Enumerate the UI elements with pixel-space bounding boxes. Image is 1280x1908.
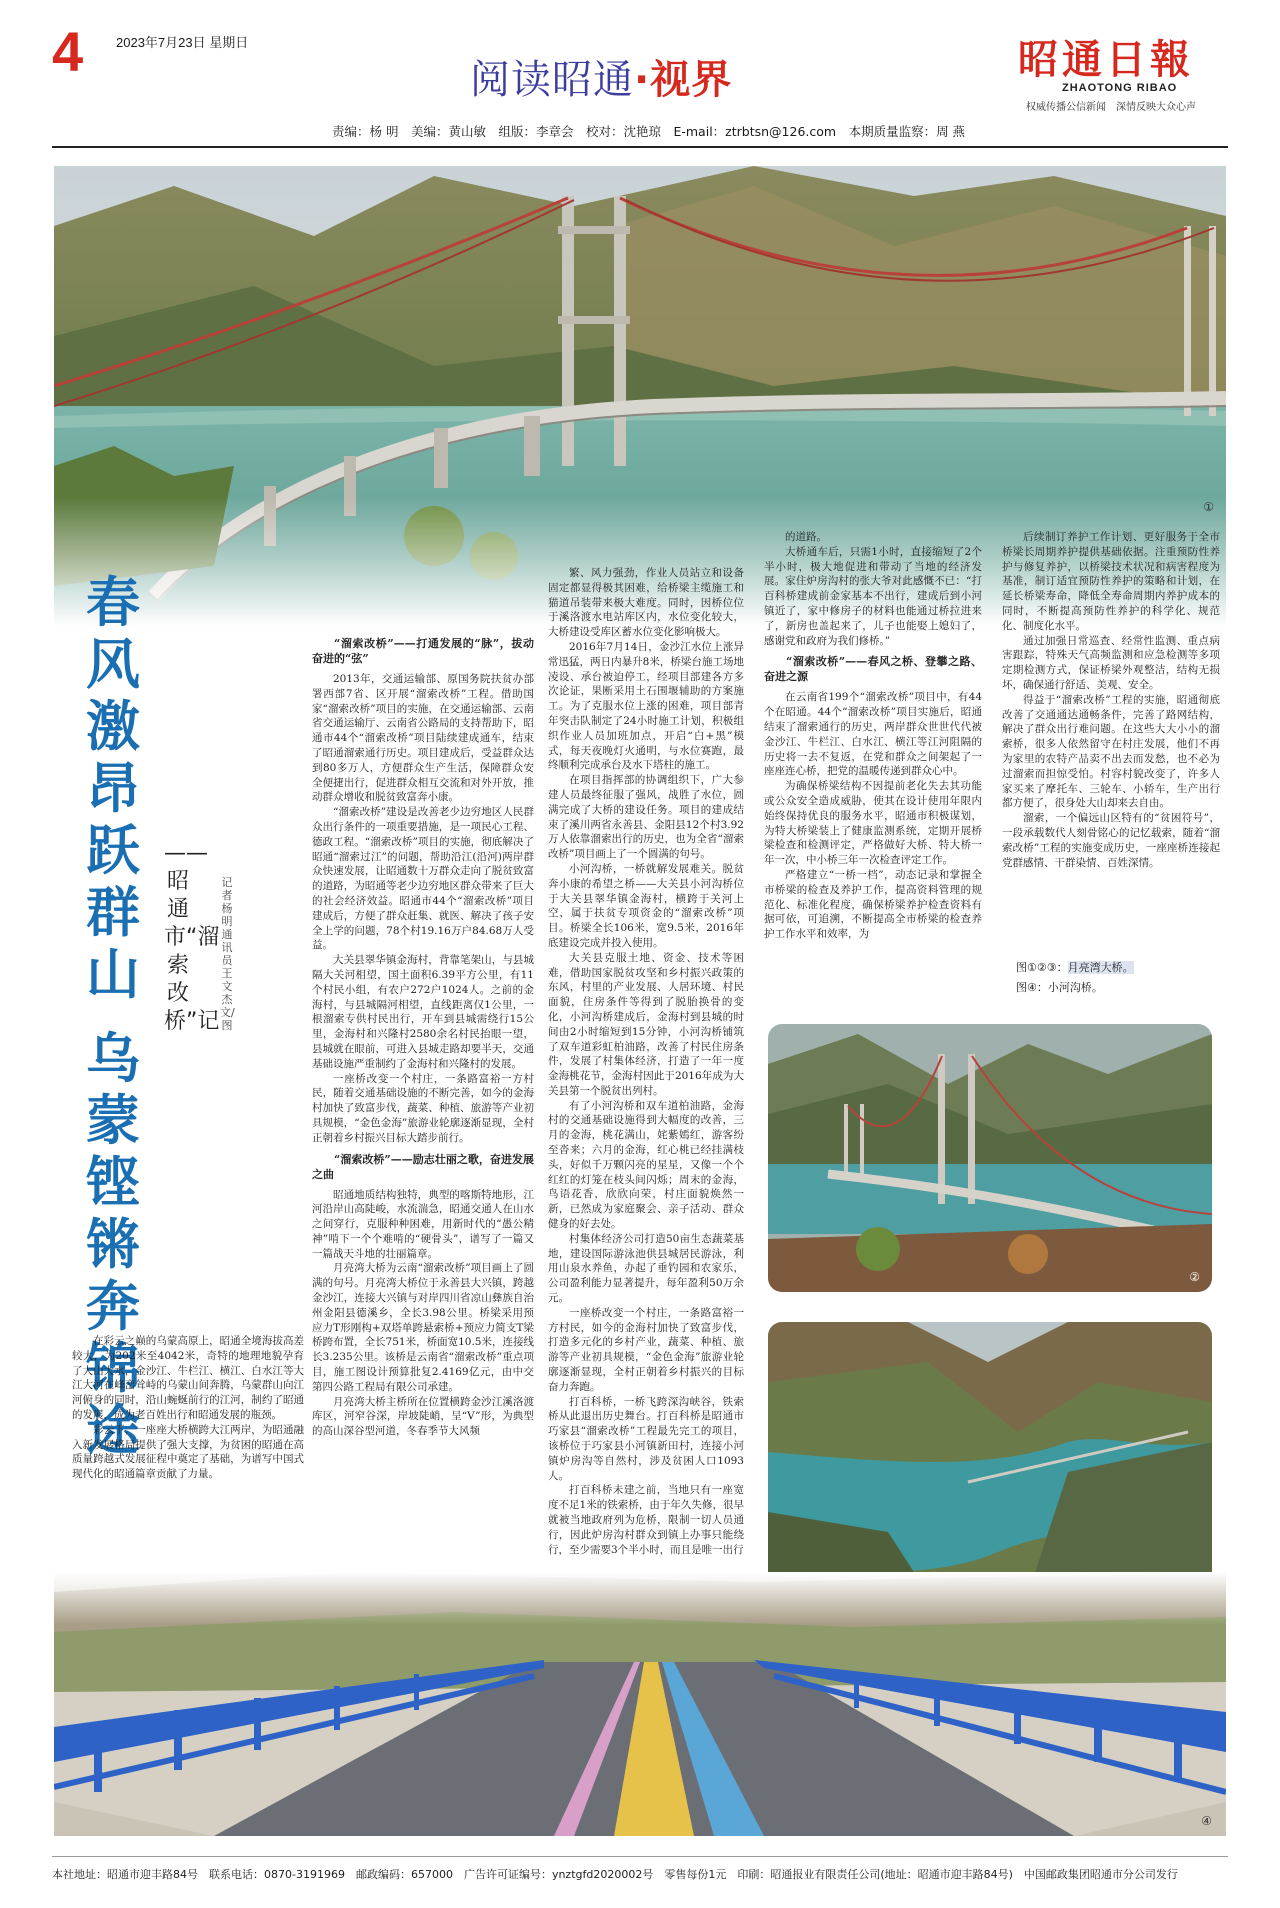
paragraph: 有了小河沟桥和双车道柏油路，金海村的交通基础设施得到大幅度的改善，三月的金海，桃花满山，姹紫嫣红，游客纷至沓来；六月的金海，红心桃已经挂满枝头，好似千万颗闪亮的星星，又像一个个红红的灯笼在枝头间闪烁；周末的金海，鸟语花香，欣欣向荣，村庄面貌焕然一新，已然成为家庭聚会、亲子活动、群众健身的好去处。 bbox=[548, 1099, 744, 1231]
issue-date: 2023年7月23日 星期日 bbox=[116, 35, 249, 50]
article-column-1 bbox=[72, 1334, 304, 1544]
section-heading: “溜索改桥”——打通发展的“脉”，拔动奋进的“弦” bbox=[312, 637, 534, 665]
paragraph: 通过加强日常巡查、经常性监测、重点病害跟踪，特殊天气高频监测和应急检测等多项定期检测方式，保证桥梁外观整洁，结构无损坏，确保通行舒适、美观、安全。 bbox=[1002, 634, 1220, 691]
section-title bbox=[470, 48, 732, 105]
figure-caption-1 bbox=[1016, 958, 1134, 978]
headline bbox=[80, 572, 146, 1462]
paragraph: 一座桥改变一个村庄，一条路富裕一方村民，随着交通基础设施的不断完善，如今的金海村加快了致富步伐，蔬菜、种植、旅游等产业初具规模，“金色金海”旅游业轮廓逐渐显现，全村正朝着乡村振兴目标大踏步前行。 bbox=[312, 1072, 534, 1144]
paragraph: 一座桥改变一个村庄，一条路富裕一方村民，如今的金海村加快了致富步伐，打造多元化的乡村产业，蔬菜、种植、旅游等产业初具规模，“金色金海”旅游业轮廓逐渐显现，全村正朝着乡村振兴的目标奋力奔跑。 bbox=[548, 1306, 744, 1393]
paragraph: 在彩云之巅的乌蒙高原上，昭通全境海拔高差较大，为202米至4042米，奇特的地理地貌孕育了大山大水，金沙江、牛栏江、横江、白水江等大江大河在峰峦耸峙的乌蒙山间奔腾，乌蒙群山向江河俯身的同时，沿山蜿蜒前行的江河，制约了昭通的发展，成为老百姓出行和昭通发展的瓶颈。 bbox=[72, 1335, 304, 1421]
paragraph: 村集体经济公司打造50亩生态蔬菜基地，建设国际游泳池供县城居民游泳，利用山泉水养鱼，办起了垂钓园和农家乐，公司盈利能力显著提升，每年盈利50万余元。 bbox=[548, 1232, 744, 1305]
paragraph: 昭通地质结构独特，典型的喀斯特地形，江河沿岸山高陡峻，水流湍急，昭通交通人在山水之间穿行，克服种种困难，用新时代的“愚公精神”啃下一个个难啃的“硬骨头”，谱写了一篇又一篇战天斗地的壮丽篇章。 bbox=[312, 1188, 534, 1260]
section-title-dot: · bbox=[634, 57, 651, 103]
header-divider bbox=[52, 146, 1228, 148]
figure-caption-2: 图④：小河沟桥。 bbox=[1016, 981, 1103, 994]
footer-info: 本社地址：昭通市迎丰路84号 联系电话：0870-3191969 邮政编码：657000 广告许可证编号：ynztgfd2020002号 零售每份1元 印刷：昭通报业有限责任公司(地址：昭通市迎丰路84号) 中国邮政集团昭通市分公司发行 bbox=[52, 1868, 1178, 1881]
paragraph: “溜索改桥”建设是改善老少边穷地区人民群众出行条件的一项重要措施，是一项民心工程、德政工程。“溜索改桥”项目的实施，彻底解决了昭通“溜索过江”的问题，帮助沿江(沿河)两岸群众快速发展，让昭通数十万群众走向了脱贫致富的道路，为昭通等老少边穷地区群众带来了巨大的社会经济效益。昭通市44个“溜索改桥”项目建成后，方便了群众赶集、就医、解决了孩子安全上学的问题，78个村19.16万户84.68万人受益。 bbox=[312, 806, 534, 952]
paragraph: 溜索，一个偏远山区特有的“贫困符号”，一段承载数代人刻骨铭心的记忆载索，随着“溜索改桥”工程的实施变成历史，一座座桥连接起党群感情、干群染情、百姓深情。 bbox=[1002, 812, 1220, 869]
page-number: 4 bbox=[52, 20, 84, 83]
photo-4-road-bridge bbox=[54, 1572, 1226, 1836]
photo-2-label: ② bbox=[1189, 1270, 1200, 1284]
article-column-4 bbox=[764, 530, 982, 1006]
editor-credits: 责编：杨 明 美编：黄山敏 组版：李章会 校对：沈艳琼 E-mail：ztrbtsn@126.com 本期质量监察：周 燕 bbox=[332, 124, 966, 139]
paragraph: 大桥通车后，只需1小时，直接缩短了2个半小时，极大地促进和带动了当地的经济发展。家住炉房沟村的张大爷对此感慨不已：“打百科桥建成前金家基本不出行，建成后到小河镇近了，家中修房子的材料也能通过桥拉进来了，新房也盖起来了，儿子也能娶上媳妇了，感谢党和政府为我们修桥。” bbox=[764, 545, 982, 647]
section-heading: “溜索改桥”——春风之桥、登攀之路、奋进之源 bbox=[764, 655, 982, 684]
photo-2-bridge-side bbox=[768, 1024, 1212, 1292]
photo-3-canyon bbox=[768, 1322, 1212, 1594]
article-column-3 bbox=[548, 566, 744, 1588]
footer-divider bbox=[52, 1856, 1228, 1857]
newspaper-slogan: 权威传播公信新闻 深情反映大众心声 bbox=[1026, 102, 1196, 113]
article-column-2 bbox=[312, 630, 534, 1570]
paragraph: 大关县克服土地、资金、技术等困难，借助国家脱贫攻坚和乡村振兴政策的东风，村里的产业发展、人居环境、村民面貌，住房条件等得到了脱胎换骨的变化，小河沟桥建成后，金海村到县城的时间由2小时缩短到15分钟，小河沟桥铺筑了双车道彩虹柏油路，改善了村民住房条件，发展了村集体经济，打造了一年一度金海桃花节，金海村因此于2016年成为大关县第一个脱贫出列村。 bbox=[548, 951, 744, 1097]
paragraph: 月亮湾大桥为云南“溜索改桥”项目画上了圆满的句号。月亮湾大桥位于永善县大兴镇，跨越金沙江，连接大兴镇与对岸四川省凉山彝族自治州金阳县德溪乡，全长3.98公里。桥梁采用预应力T形刚构+双塔单跨悬索桥+预应力简支T梁桥跨布置，全长751米，桥面宽10.5米，连接线长3.235公里。该桥是云南省“溜索改桥”重点项目，施工图设计预算批复2.4169亿元，由中交第四公路工程局有限公司承建。 bbox=[312, 1262, 534, 1393]
headline-line-2: 乌蒙铿锵奔锦途 bbox=[86, 1027, 140, 1462]
section-title-part1: 阅读昭通 bbox=[470, 57, 634, 103]
figure-captions bbox=[1016, 958, 1134, 998]
newspaper-logo: 昭通日報 bbox=[1018, 36, 1194, 83]
subtitle: ——昭通市“溜索改桥”记 bbox=[164, 841, 220, 1034]
paragraph: 打百科桥，一桥飞跨深沟峡谷，铁索桥从此退出历史舞台。打百科桥是昭通市巧家县“溜索改桥”工程最先完工的项目，该桥位于巧家县小河镇新田村，连接小河镇炉房沟等自然村，涉及贫困人口1093人。 bbox=[548, 1395, 744, 1482]
photo-4-label: ④ bbox=[1201, 1814, 1212, 1828]
paragraph: 月亮湾大桥主桥所在位置横跨金沙江溪洛渡库区，河窄谷深，岸坡陡峭，呈“V”形，为典型的高山深谷型河道，冬春季节大风频 bbox=[312, 1395, 534, 1438]
paragraph: 在云南省199个“溜索改桥”项目中，有44个在昭通。44个“溜索改桥”项目实施后，昭通结束了溜索通行的历史，两岸群众世世代代被金沙江、牛栏江、白水江、横江等江河阻隔的历史将一去不复返，在党和群众之间架起了一座座连心桥，把党的温暖传递到群众心中。 bbox=[764, 691, 982, 778]
article-column-5 bbox=[1002, 530, 1220, 934]
paragraph: 在项目指挥部的协调组织下，广大参建人员最终征服了强风，战胜了水位，圆满完成了大桥的建设任务。项目的建成结束了溪川两省永善县、金阳县12个村3.92万人依靠溜索出行的历史，也为全省“溜索改桥”项目画上了一个圆满的句号。 bbox=[548, 774, 744, 861]
photo-1-label: ① bbox=[1203, 500, 1214, 514]
paragraph: 的道路。 bbox=[785, 531, 827, 543]
paragraph: 小河沟桥，一桥就解发展难关。脱贫奔小康的希望之桥——大关县小河沟桥位于大关县翠华镇金海村，横跨于关河上空，属于扶贫专项资金的“溜索改桥”项目。桥梁全长106米，宽9.5米，2016年底建设完成并投入使用。 bbox=[548, 862, 744, 949]
paragraph: 彩云下，一座座大桥横跨大江两岸，为昭通融入新发展格局提供了强大支撑，为贫困的昭通在高质量跨越式发展征程中奠定了基础，为谱写中国式现代化的昭通篇章贡献了力量。 bbox=[72, 1423, 304, 1481]
headline-line-1: 春风激昂跃群山 bbox=[86, 571, 140, 1006]
paragraph: 大关县翠华镇金海村，背靠笔架山，与县城隔大关河相望，国土面积6.39平方公里，有11个村民小组，有农户272户1024人。之前的金海村，与县城隔河相望，直线距离仅1公里，一根溜索专供村民出行，开车到县城需绕行15公里，金海村和兴隆村2580余名村民抬眼一望，县城就在眼前，可进入县城走路却要半天，交通基础设施严重制约了金海村和兴隆村的发展。 bbox=[312, 954, 534, 1070]
newspaper-logo-pinyin: ZHAOTONG RIBAO bbox=[1062, 82, 1178, 94]
paragraph: 打百科桥未建之前，当地只有一座宽度不足1米的铁索桥，由于年久失修，很早就被当地政府列为危桥，限制一切人员通行，因此炉房沟村群众到镇上办事只能绕行，至少需要3个半小时，而且是唯一出行 bbox=[548, 1484, 744, 1556]
byline: 记者 杨 明 通讯员 王文杰 文/图 bbox=[220, 876, 235, 1032]
paragraph: 后续制订养护工作计划、更好服务于全市桥梁长周期养护提供基础依据。注重预防性养护与修复养护，以桥梁技术状况和病害程度为基准，制订适宜预防性养护的策略和计划，在延长桥梁寿命，降低全寿命周期内养护成本的同时，不断提高预防性养护的科学化、规范化、制度化水平。 bbox=[1002, 531, 1220, 632]
paragraph: 严格建立“一桥一档”，动态记录和掌握全市桥梁的检查及养护工作，提高资料管理的规范化、标准化程度，确保桥梁养护检查资料有据可依，可追溯，不断提高全市桥梁的检查养护工作水平和效率，为 bbox=[764, 868, 982, 941]
figure-caption-1-name: 月亮湾大桥。 bbox=[1067, 961, 1134, 974]
section-title-part2: 视界 bbox=[650, 57, 733, 103]
figure-caption-1-prefix: 图①②③： bbox=[1016, 961, 1068, 974]
paragraph: 2016年7月14日，金沙江水位上涨异常迅猛，两日内暴升8米，桥梁台施工场地凌设、承台被迫停工，经项目部建各方多次论证，果断采用土石围堰辅助的方案施工。为了克服水位上涨的困难，项目部青年突击队制定了24小时施工计划，积极组织作业人员加班加点，开启“白+黑”模式，每天夜晚灯火通明，与水位赛跑，最终顺利完成承台及水下塔柱的施工。 bbox=[548, 640, 744, 772]
paragraph: 繁、风力强劲，作业人员站立和设备固定都显得极其困难，给桥梁主缆施工和猫道吊装带来极大难度。同时，因桥位位于溪洛渡水电站库区内，水位变化较大，大桥建设受库区蓄水位变化影响极大。 bbox=[548, 567, 744, 639]
section-heading: “溜索改桥”——励志壮丽之歌，奋进发展之曲 bbox=[312, 1152, 534, 1181]
paragraph: 得益于“溜索改桥”工程的实施，昭通彻底改善了交通通达通畅条件，完善了路网结构，解决了群众出行难问题。在这些大大小小的溜索桥，很多人依然留守在村庄发展，他们不再为家里的农特产品卖不出去而发愁，也不必为过溜索而担惊受怕。村容村貌改变了，许多人家买来了摩托车、三轮车、小轿车，生产出行都方便了，很身处大山却来去自由。 bbox=[1002, 693, 1220, 810]
paragraph: 为确保桥梁结构不因提前老化失去其功能或公众安全造成威胁，使其在设计使用年限内始终保持优良的服务水平，昭通市积极谋划，为特大桥梁装上了健康监测系统，定期开展桥梁检查和检测评定，严格做好大桥、特大桥一年一次，中小桥三年一次检查评定工作。 bbox=[764, 780, 982, 867]
paragraph: 2013年，交通运输部、原国务院扶贫办部署西部7省、区开展“溜索改桥”工程。借助国家“溜索改桥”项目的实施，在交通运输部、云南省交通运输厅、云南省公路局的支持帮助下，昭通市44个“溜索改桥”项目陆续建成通车，结束了昭通溜索通行历史。项目建成后，受益群众达到80多万人，方便群众生产生活，保障群众安全便捷出行，促进群众相互交流和对外开放，推动群众增收和脱贫致富奔小康。 bbox=[312, 673, 534, 804]
